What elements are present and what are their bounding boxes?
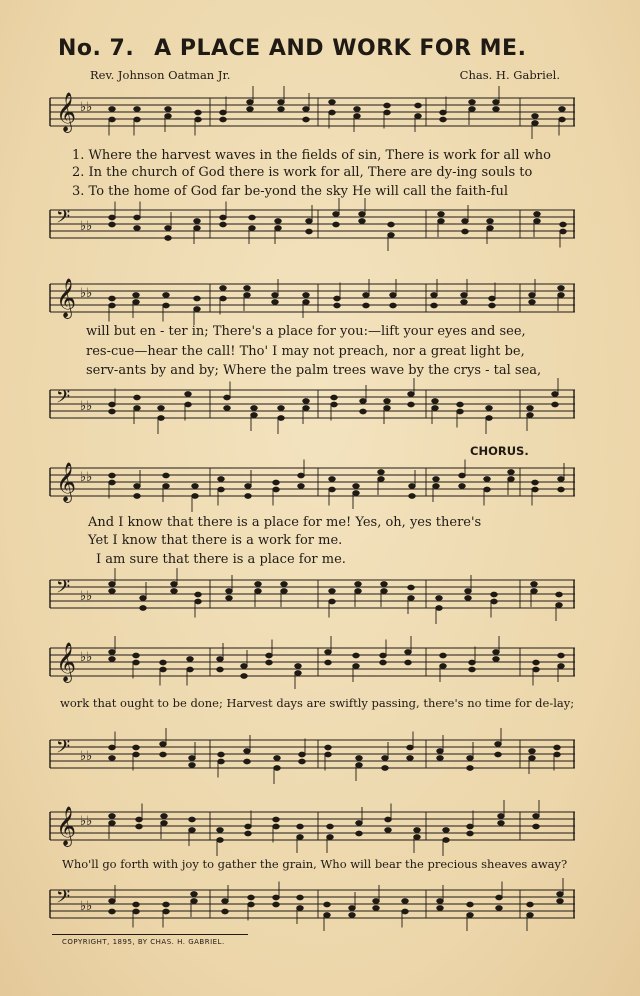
bass-staff-4 bbox=[50, 738, 575, 772]
author: Rev. Johnson Oatman Jr. bbox=[90, 68, 231, 82]
staff-engraving bbox=[50, 642, 575, 682]
bass-clef-icon: 𝄢 bbox=[56, 387, 71, 412]
note-heads bbox=[109, 378, 559, 434]
credits bbox=[90, 68, 560, 82]
bass-staff-3 bbox=[50, 578, 575, 612]
treble-staff-2 bbox=[50, 278, 575, 318]
note-heads bbox=[109, 198, 567, 251]
copyright: COPYRIGHT, 1895, BY CHAS. H. GABRIEL. bbox=[62, 938, 225, 946]
hymn-number: No. 7. bbox=[58, 36, 135, 61]
note-heads bbox=[109, 636, 565, 689]
key-signature-icon: ♭♭ bbox=[80, 899, 93, 914]
note-heads bbox=[109, 568, 563, 624]
staff-engraving bbox=[50, 278, 575, 318]
treble-clef-icon: 𝄞 bbox=[56, 642, 77, 682]
lyric-line: serv-ants by and by; Where the palm trees wave by the crys - tal sea, bbox=[86, 363, 542, 378]
bass-clef-icon: 𝄢 bbox=[56, 577, 71, 602]
copyright-rule bbox=[52, 934, 248, 935]
bass-staff-5 bbox=[50, 888, 575, 922]
bass-clef-icon: 𝄢 bbox=[56, 887, 71, 912]
note-heads bbox=[109, 878, 564, 931]
bass-clef-icon: 𝄢 bbox=[56, 207, 71, 232]
treble-staff-4 bbox=[50, 642, 575, 682]
staff-engraving bbox=[50, 888, 575, 922]
key-signature-icon: ♭♭ bbox=[80, 814, 93, 829]
key-signature-icon: ♭♭ bbox=[80, 589, 93, 604]
key-signature-icon: ♭♭ bbox=[80, 470, 93, 485]
treble-clef-icon: 𝄞 bbox=[56, 92, 77, 132]
lyric-line: And I know that there is a place for me! Yes, oh, yes there's bbox=[88, 515, 482, 530]
lyric-line: res-cue—hear the call! Tho' I may not preach, nor a great light be, bbox=[86, 344, 525, 359]
lyric-line: work that ought to be done; Harvest days are swiftly passing, there's no time for de-lay; bbox=[60, 696, 575, 710]
bass-staff-1 bbox=[50, 208, 575, 242]
treble-staff-1 bbox=[50, 92, 575, 132]
staff-engraving bbox=[50, 738, 575, 772]
hymn-title-line bbox=[58, 36, 618, 61]
staff-engraving bbox=[50, 462, 575, 502]
composer: Chas. H. Gabriel. bbox=[459, 68, 560, 82]
treble-clef-icon: 𝄞 bbox=[56, 278, 77, 318]
note-heads bbox=[109, 800, 540, 856]
note-heads bbox=[109, 86, 566, 139]
key-signature-icon: ♭♭ bbox=[80, 219, 93, 234]
lyric-line: Yet I know that there is a work for me. bbox=[88, 533, 343, 548]
lyric-line: 1. Where the harvest waves in the fields of sin, There is work for all who bbox=[72, 148, 551, 163]
key-signature-icon: ♭♭ bbox=[80, 399, 93, 414]
bass-staff-2 bbox=[50, 388, 575, 422]
lyric-line: will but en - ter in; There's a place for you:—lift your eyes and see, bbox=[86, 324, 526, 339]
lyric-line: I am sure that there is a place for me. bbox=[96, 552, 346, 567]
staff-engraving bbox=[50, 578, 575, 612]
treble-clef-icon: 𝄞 bbox=[56, 462, 77, 502]
lyric-line: Who'll go forth with joy to gather the grain, Who will bear the precious sheaves away? bbox=[62, 857, 568, 871]
treble-clef-icon: 𝄞 bbox=[56, 806, 77, 846]
lyric-line: 3. To the home of God far be-yond the sky He will call the faith-ful bbox=[72, 184, 508, 199]
staff-engraving bbox=[50, 208, 575, 242]
note-heads bbox=[109, 728, 561, 784]
staff-engraving bbox=[50, 92, 575, 132]
key-signature-icon: ♭♭ bbox=[80, 286, 93, 301]
chorus-label: CHORUS. bbox=[470, 444, 529, 458]
key-signature-icon: ♭♭ bbox=[80, 100, 93, 115]
treble-staff-3 bbox=[50, 462, 575, 502]
lyric-line: 2. In the church of God there is work for all, There are dy-ing souls to bbox=[72, 165, 533, 180]
staff-engraving bbox=[50, 388, 575, 422]
staff-engraving bbox=[50, 806, 575, 846]
key-signature-icon: ♭♭ bbox=[80, 650, 93, 665]
bass-clef-icon: 𝄢 bbox=[56, 737, 71, 762]
note-heads bbox=[109, 279, 565, 325]
note-heads bbox=[109, 460, 565, 513]
hymn-title: A PLACE AND WORK FOR ME. bbox=[154, 36, 527, 61]
key-signature-icon: ♭♭ bbox=[80, 749, 93, 764]
treble-staff-5 bbox=[50, 806, 575, 846]
